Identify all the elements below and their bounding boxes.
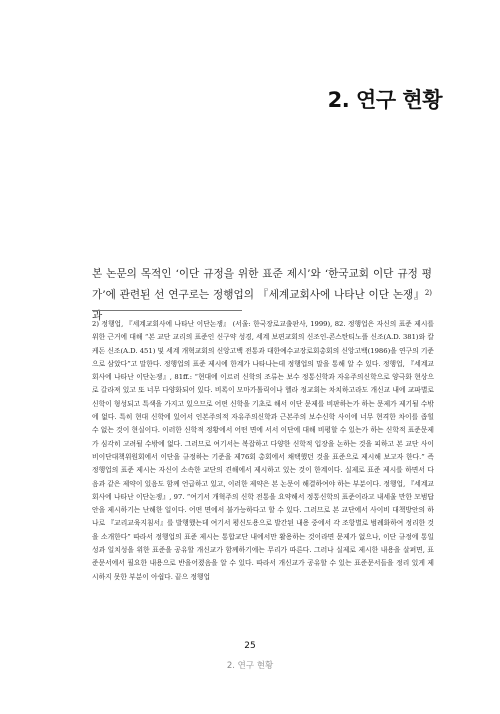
body-text-tail: 과 xyxy=(92,310,103,322)
footnote-reference: 2) xyxy=(424,289,432,297)
body-text: 본 논문의 목적인 ‘이단 규정을 위한 표준 제시’와 ‘한국교회 이단 규정 평가’에 관련된 선 연구로는 정행업의 『세계교회사에 나타난 이단 논쟁』 xyxy=(92,268,432,301)
footnote-divider xyxy=(92,310,242,311)
page-number: 25 xyxy=(244,641,256,651)
chapter-title: 2. 연구 현황 xyxy=(327,88,442,112)
footnote: 2) 정행업, 『세계교회사에 나타난 이단논쟁』 (서울: 한국장로교출판사, 1999), 82. 정행업은 자신의 표준 제시를 위한 근거에 대해 “본 교단 교리의 표준인 신구약 성경, 세계 보편교회의 신조인-콘스탄티노플 신조(A.D. 381)와 칼케돈 신조(A.D. 451) 및 세계 개혁교회의 신앙고백 전통과 대한예수교장로회총회의 신앙고백(1986)을 연구의 기준으로 삼았다”고 말한다. 정행업의 표준 제시에 한계가 나타나는데 정행업의 말을 통해 알 수 있다. 정행업, 『세계교회사에 나타난 이단논쟁』, 81ff.: “현대에 이르러 신학의 조류는 보수 정통신학과 자유주의신학으로 양극화 현상으로 갈라져 있고 또 너무 다양화되어 있다. 비록이 모마가톨릭이나 헬라 정교회는 차치하고라도 개신교 내에 교파별로 신학이 형성되고 특색을 가지고 있으므로 어떤 신학을 기초로 해서 이단 문제를 비판하는가 하는 문제가 제기될 수밖에 없다. 특히 현대 신학에 있어서 인본주의적 자유주의신학과 근본주의 보수신학 사이에 너무 현격한 차이를 좁힐 수 없는 것이 현실이다. 이러한 신학적 정황에서 어떤 면에 서서 이단에 대해 비평할 수 있는가 하는 신학적 표준문제가 심각히 고려될 수밖에 없다. 그러므로 여기서는 복잡하고 다양한 신학적 입장을 논하는 것을 피하고 본 교단 사이비이단대책위원회에서 이단을 규정하는 기준을 제76회 총회에서 채택했던 것을 표준으로 제시해 보고자 한다.” 즉 정행업의 표준 제시는 자신이 소속한 교단의 견해에서 제시하고 있는 것이 한계이다. 실제로 표준 제시를 하면서 다음과 같은 제약이 있음도 함께 언급하고 있고, 이러한 제약은 본 논문이 해결하여야 하는 부분이다. 정행업, 『세계교회사에 나타난 이단논쟁』, 97. “여기서 개혁주의 신학 전통을 요약해서 정통신학의 표준이라고 내세울 만한 모범답안을 제시하기는 난해한 일이다. 어떤 면에서 불가능하다고 할 수 있다. 그러므로 본 교단에서 사이비 대책방안의 하나로 『교리교육지침서』를 발행했는데 여기서 평신도용으로 발간된 내용 중에서 각 조항별로 범례화하여 정리한 것을 소개한다” 따라서 정행업의 표준 제시는 통합교단 내에서만 활용하는 것이라면 문제가 없으나, 이단 규정에 통일성과 일치성을 위한 표준을 공유할 개신교가 함께하기에는 무리가 따른다. 그러나 실제로 제시한 내용을 살펴면, 표준문서에서 필요한 내용으로 반을어졌음을 알 수 있다. 따라서 개신교가 공유할 수 있는 표준문서들을 정리 있게 제시하지 못한 부분이 아쉽다. 끝으 정행업 xyxy=(92,320,434,581)
running-footer: 2. 연구 현황 xyxy=(226,661,274,671)
